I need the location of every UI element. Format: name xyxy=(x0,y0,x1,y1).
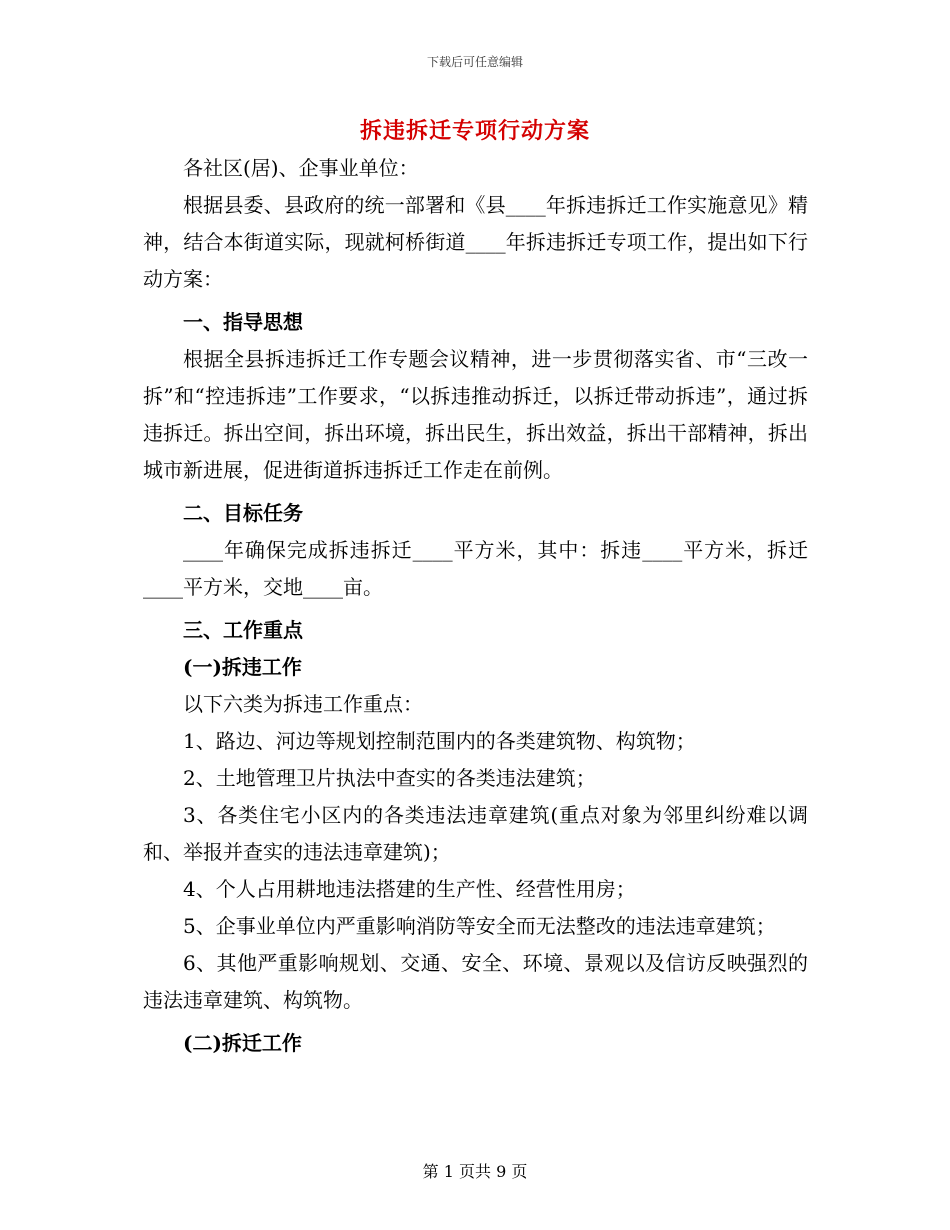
subsection1-lead: 以下六类为拆违工作重点： xyxy=(183,692,423,716)
list-item: 1、路边、河边等规划控制范围内的各类建筑物、构筑物； xyxy=(183,729,696,753)
document-title: 拆违拆迁专项行动方案 xyxy=(359,118,590,144)
page-footer: 第 1 页共 9 页 xyxy=(422,1162,528,1181)
list-item: 2、土地管理卫片执法中查实的各类违法建筑； xyxy=(183,766,596,790)
salutation: 各社区(居)、企事业单位： xyxy=(183,156,419,180)
list-item: 4、个人占用耕地违法搭建的生产性、经营性用房； xyxy=(183,877,636,901)
list-item: 3、各类住宅小区内的各类违法违章建筑(重点对象为邻里纠纷难以调和、举报并查实的违法违章建筑)； xyxy=(143,803,808,864)
section2-paragraph: ____年确保完成拆违拆迁____平方米，其中：拆违____平方米，拆迁____平方米，交地____亩。 xyxy=(143,538,808,599)
section3-heading: 三、工作重点 xyxy=(183,618,303,642)
list-item: 6、其他严重影响规划、交通、安全、环境、景观以及信访反映强烈的违法违章建筑、构筑物。 xyxy=(143,951,808,1012)
subsection2-heading: (二)拆迁工作 xyxy=(183,1031,302,1055)
section1-paragraph: 根据全县拆违拆迁工作专题会议精神，进一步贯彻落实省、市“三改一拆”和“控违拆违”工作要求，“以拆违推动拆迁，以拆迁带动拆违”，通过拆违拆迁。拆出空间，拆出环境，拆出民生，拆出效益，拆出干部精神，拆出城市新进展，促进街道拆违拆迁工作走在前例。 xyxy=(143,347,808,482)
section2-heading: 二、目标任务 xyxy=(183,501,303,525)
intro-paragraph: 根据县委、县政府的统一部署和《县____年拆违拆迁工作实施意见》精神，结合本街道实际，现就柯桥街道____年拆违拆迁专项工作，提出如下行动方案： xyxy=(143,193,808,291)
list-item: 5、企事业单位内严重影响消防等安全而无法整改的违法违章建筑； xyxy=(183,914,776,938)
section1-heading: 一、指导思想 xyxy=(183,310,303,334)
document-body xyxy=(143,150,808,1062)
subsection1-heading: (一)拆违工作 xyxy=(183,655,302,679)
header-note: 下载后可任意编辑 xyxy=(426,55,523,69)
